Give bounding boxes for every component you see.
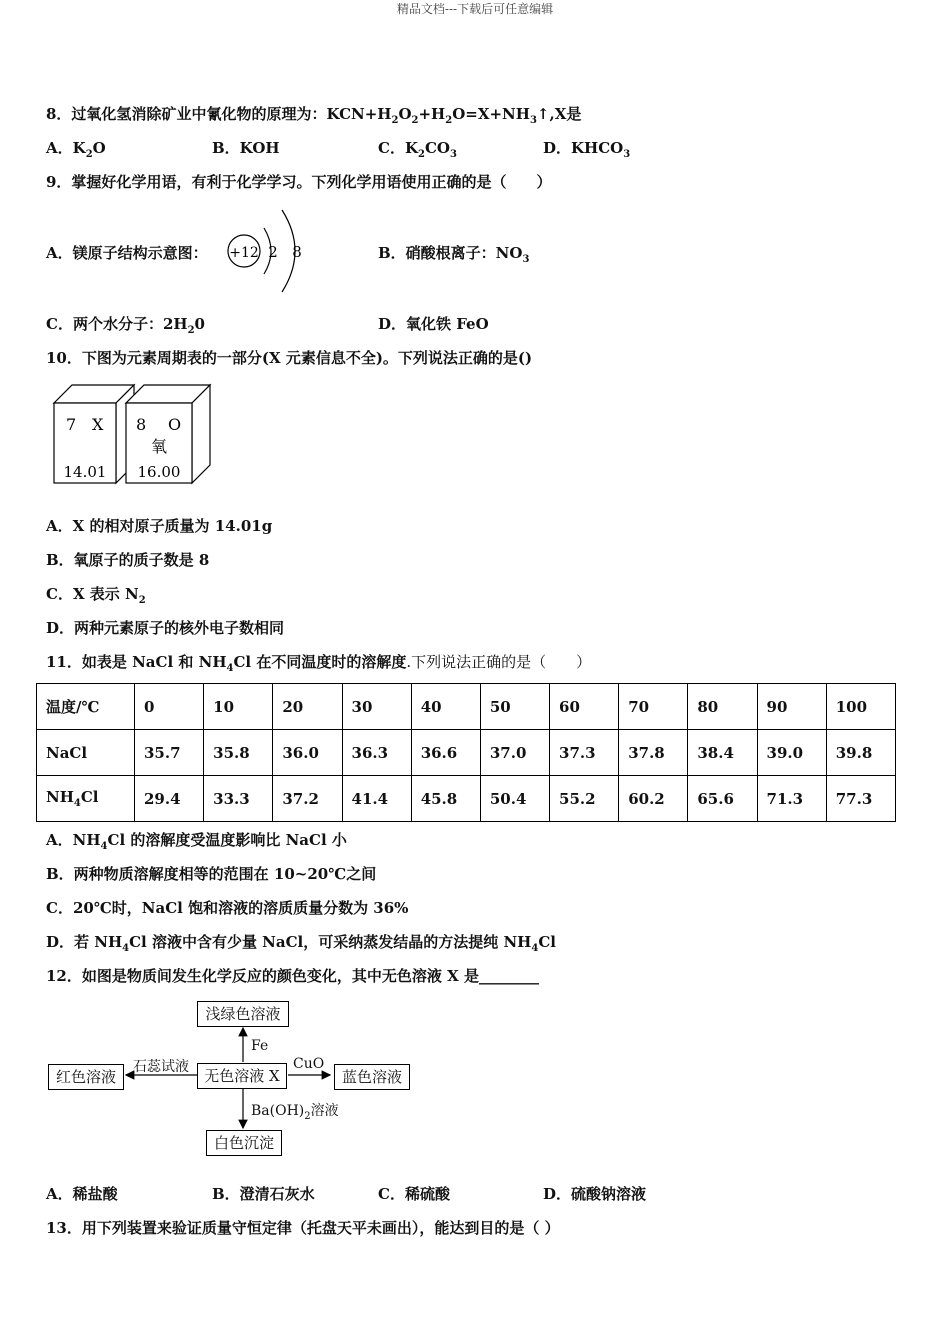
- table-cell: 37.0: [480, 730, 549, 776]
- box-colorless-solution-x: 无色溶液 X: [197, 1063, 287, 1089]
- inner-shell-electrons: 2: [268, 243, 278, 261]
- table-cell: NaCl: [37, 730, 135, 776]
- table-cell: 60.2: [619, 776, 688, 822]
- q9-option-d: D．氧化铁 FeO: [378, 315, 489, 333]
- nucleus-label: +12: [229, 245, 259, 261]
- magnesium-atom-diagram: [222, 206, 312, 294]
- q9-option-c: C．两个水分子：$2H_20$: [46, 315, 205, 336]
- table-cell: 45.8: [411, 776, 480, 822]
- table-cell: 36.3: [342, 730, 411, 776]
- q12-option-a: A．稀盐酸: [46, 1185, 118, 1203]
- table-cell: 90: [757, 684, 826, 730]
- table-cell: 41.4: [342, 776, 411, 822]
- table-cell: 29.4: [135, 776, 204, 822]
- table-row-nh4cl: [37, 776, 896, 822]
- q8-option-c: C．$K_2CO_3$: [378, 139, 457, 160]
- q12-option-c: C．稀硫酸: [378, 1185, 450, 1203]
- table-cell: 77.3: [826, 776, 895, 822]
- table-row-temperature: [37, 684, 896, 730]
- table-cell: 65.6: [688, 776, 757, 822]
- label-cuo: CuO: [293, 1056, 325, 1072]
- q11-option-c: C．20℃时，NaCl 饱和溶液的溶质质量分数为 36%: [46, 899, 409, 917]
- table-cell: 35.8: [204, 730, 273, 776]
- table-cell: 30: [342, 684, 411, 730]
- cell-x-mass: 14.01: [63, 463, 107, 481]
- q11-option-d: D．若 $NH_4Cl$ 溶液中含有少量 NaCl，可采纳蒸发结晶的方法提纯 $NH_4Cl$: [46, 933, 556, 954]
- table-cell: 70: [619, 684, 688, 730]
- q10-option-a: A．X 的相对原子质量为 14.01g: [46, 517, 273, 535]
- q10-option-c: C．X 表示 $N_2$: [46, 585, 146, 606]
- q9-stem: 9．掌握好化学用语，有利于化学学习。下列化学用语使用正确的是（ ）: [46, 173, 552, 191]
- cell-x-symbol: X: [92, 415, 104, 434]
- q11-option-a: A．$NH_4Cl$ 的溶解度受温度影响比 NaCl 小: [46, 831, 347, 852]
- q10-option-d: D．两种元素原子的核外电子数相同: [46, 619, 285, 637]
- cell-o-number: 8: [136, 415, 147, 434]
- table-cell: $NH_4Cl$: [37, 776, 135, 822]
- table-cell: 10: [204, 684, 273, 730]
- table-cell: 55.2: [550, 776, 619, 822]
- q9-option-a: A．镁原子结构示意图：: [46, 244, 208, 262]
- label-fe: Fe: [251, 1038, 269, 1054]
- box-white-precipitate: 白色沉淀: [206, 1130, 282, 1156]
- periodic-table-fragment: [52, 383, 216, 487]
- table-cell: 50.4: [480, 776, 549, 822]
- table-cell: 0: [135, 684, 204, 730]
- table-cell: 60: [550, 684, 619, 730]
- table-cell: 20: [273, 684, 342, 730]
- q13-stem: 13．用下列装置来验证质量守恒定律（托盘天平未画出），能达到目的是（ ）: [46, 1219, 560, 1237]
- cell-o-mass: 16.00: [137, 463, 181, 481]
- table-cell: 35.7: [135, 730, 204, 776]
- q12-stem: 12．如图是物质间发生化学反应的颜色变化，其中无色溶液 X 是________: [46, 967, 539, 985]
- cell-o-name: 氧: [150, 437, 168, 456]
- outer-shell-electrons: 8: [292, 243, 302, 261]
- q8-stem: 8．过氧化氢消除矿业中氰化物的原理为：$KCN+H_2O_2+H_2O=X+NH_3↑,X$是: [46, 105, 582, 126]
- table-cell: 71.3: [757, 776, 826, 822]
- table-cell: 33.3: [204, 776, 273, 822]
- q11-stem: 11．如表是 NaCl 和 $NH_4Cl$ 在不同温度时的溶解度.下列说法正确的是（ ）: [46, 653, 592, 674]
- q12-option-b: B．澄清石灰水: [212, 1185, 315, 1203]
- q11-option-b: B．两种物质溶解度相等的范围在 10~20℃之间: [46, 865, 377, 883]
- table-cell: 39.0: [757, 730, 826, 776]
- q10-stem: 10．下图为元素周期表的一部分(X 元素信息不全)。下列说法正确的是(): [46, 349, 533, 367]
- solubility-table: [36, 683, 896, 822]
- box-light-green-solution: 浅绿色溶液: [197, 1001, 289, 1027]
- table-cell: 38.4: [688, 730, 757, 776]
- q12-option-d: D．硫酸钠溶液: [543, 1185, 647, 1203]
- label-baoh2: $Ba(OH)_2$溶液: [251, 1103, 339, 1122]
- table-cell: 80: [688, 684, 757, 730]
- table-cell: 40: [411, 684, 480, 730]
- q8-option-b: B．KOH: [212, 139, 280, 157]
- page-header: 精品文档---下载后可任意编辑: [396, 2, 554, 16]
- q8-option-d: D．$KHCO_3$: [543, 139, 631, 160]
- table-cell: 36.6: [411, 730, 480, 776]
- q9-option-b: B．硝酸根离子：$NO_3$: [378, 244, 530, 265]
- table-cell: 39.8: [826, 730, 895, 776]
- table-cell: 36.0: [273, 730, 342, 776]
- box-red-solution: 红色溶液: [48, 1064, 124, 1090]
- table-cell: 37.8: [619, 730, 688, 776]
- table-cell: 100: [826, 684, 895, 730]
- table-row-nacl: [37, 730, 896, 776]
- label-litmus: 石蕊试液: [133, 1059, 189, 1075]
- table-cell: 37.2: [273, 776, 342, 822]
- cell-x-number: 7: [66, 415, 77, 434]
- box-blue-solution: 蓝色溶液: [334, 1064, 410, 1090]
- table-cell: 50: [480, 684, 549, 730]
- q10-option-b: B．氧原子的质子数是 8: [46, 551, 210, 569]
- cell-o-symbol: O: [168, 415, 182, 434]
- q8-option-a: A．$K_2O$: [46, 139, 106, 160]
- table-cell: 温度/℃: [37, 684, 135, 730]
- table-cell: 37.3: [550, 730, 619, 776]
